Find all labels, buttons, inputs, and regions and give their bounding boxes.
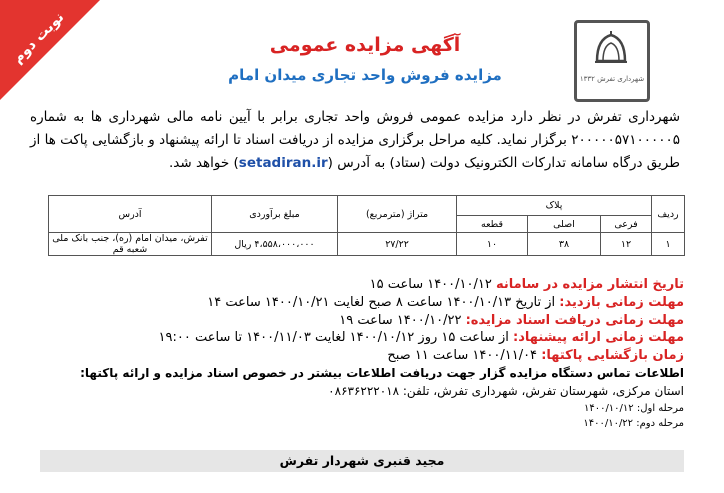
open-label: زمان بازگشایی پاکتها: xyxy=(541,348,684,364)
cell-price: ۴،۵۵۸،۰۰۰،۰۰۰ ریال xyxy=(212,233,338,256)
dome-icon xyxy=(593,31,629,67)
docs-line xyxy=(44,312,684,330)
visit-value: از تاریخ ۱۴۰۰/۱۰/۱۳ ساعت ۸ صبح لغایت ۱۴۰۰/۱۰/۲۱ ساعت ۱۴ xyxy=(207,294,556,310)
col-sub: فرعی xyxy=(601,216,652,233)
col-price: مبلغ برآوردی xyxy=(212,196,338,233)
notice-title: آگهی مزایده عمومی xyxy=(269,34,461,56)
logo-caption: شهرداری تفرش ۱۳۳۲ xyxy=(579,75,645,83)
cell-sub: ۱۲ xyxy=(601,233,652,256)
col-plaque: پلاک xyxy=(457,196,652,216)
mayor-signature: مجید قنبری شهردار تفرش xyxy=(40,450,684,472)
visit-line xyxy=(44,294,684,312)
cell-main: ۳۸ xyxy=(528,233,601,256)
col-piece: قطعه xyxy=(457,216,528,233)
publish-label: تاریخ انتشار مزایده در سامانه xyxy=(495,277,684,292)
municipality-logo xyxy=(574,20,650,102)
table-row xyxy=(49,233,685,256)
publish-line xyxy=(44,276,684,294)
cell-piece: ۱۰ xyxy=(457,233,528,256)
open-line xyxy=(44,347,684,365)
col-main: اصلی xyxy=(528,216,601,233)
contact-value: استان مرکزی، شهرستان تفرش، شهرداری تفرش، تلفن: ۰۸۶۳۶۲۲۲۰۱۸ xyxy=(328,383,684,398)
intro-text-2: ) خواهد شد. xyxy=(168,155,239,171)
intro-text-1: شهرداری تفرش در نظر دارد مزایده عمومی فروش واحد تجاری برابر با آیین نامه مالی شهرداری ها به شماره ۲۰۰۰۰۰۵۷۱۰۰۰۰۰۵ برگزار نماید. کلیه مراحل برگزاری مزایده از دریافت اسناد تا ارائه پیشنهاد و بازگشایی پاکت ها از طریق درگاه سامانه تدارکات الکترونیک دولت (ستاد) به آدرس ( xyxy=(30,109,680,171)
docs-label: مهلت زمانی دریافت اسناد مزایده: xyxy=(465,312,684,328)
col-row: ردیف xyxy=(652,196,685,233)
col-area: متراژ (مترمربع) xyxy=(338,196,457,233)
cell-address: تفرش، میدان امام (ره)، جنب بانک ملی شعبه قم xyxy=(49,233,212,256)
notice-subtitle: مزایده فروش واحد تجاری میدان امام xyxy=(228,66,502,84)
cell-area: ۲۷/۲۲ xyxy=(338,233,457,256)
property-table xyxy=(48,195,685,256)
stage-one-date: مرحله اول: ۱۴۰۰/۱۰/۱۲ xyxy=(583,402,684,414)
offer-value: از ساعت ۱۵ روز ۱۴۰۰/۱۰/۱۲ لغایت ۱۴۰۰/۱۱/۰۳ تا ساعت ۱۹:۰۰ xyxy=(158,330,509,346)
open-value: ۱۴۰۰/۱۱/۰۴ ساعت ۱۱ صبح xyxy=(387,348,538,364)
schedule-info xyxy=(44,276,684,431)
docs-value: ۱۴۰۰/۱۰/۲۲ ساعت ۱۹ xyxy=(339,312,462,328)
setad-link[interactable]: setadiran.ir xyxy=(238,155,328,171)
offer-label: مهلت زمانی ارائه پیشنهاد: xyxy=(513,330,684,346)
intro-paragraph xyxy=(30,106,680,175)
col-address: آدرس xyxy=(49,196,212,233)
offer-line xyxy=(44,329,684,347)
visit-label: مهلت زمانی بازدید: xyxy=(559,294,684,310)
publish-value: ۱۴۰۰/۱۰/۱۲ ساعت ۱۵ xyxy=(369,277,492,292)
stage-two-date: مرحله دوم: ۱۴۰۰/۱۰/۲۲ xyxy=(583,417,684,429)
contact-heading: اطلاعات تماس دستگاه مزایده گزار جهت دریافت اطلاعات بیشتر در خصوص اسناد مزایده و ارائه پاکتها: xyxy=(80,365,684,380)
second-round-ribbon xyxy=(0,0,110,110)
cell-row: ۱ xyxy=(652,233,685,256)
ribbon-label: نوبت دوم xyxy=(9,9,68,67)
